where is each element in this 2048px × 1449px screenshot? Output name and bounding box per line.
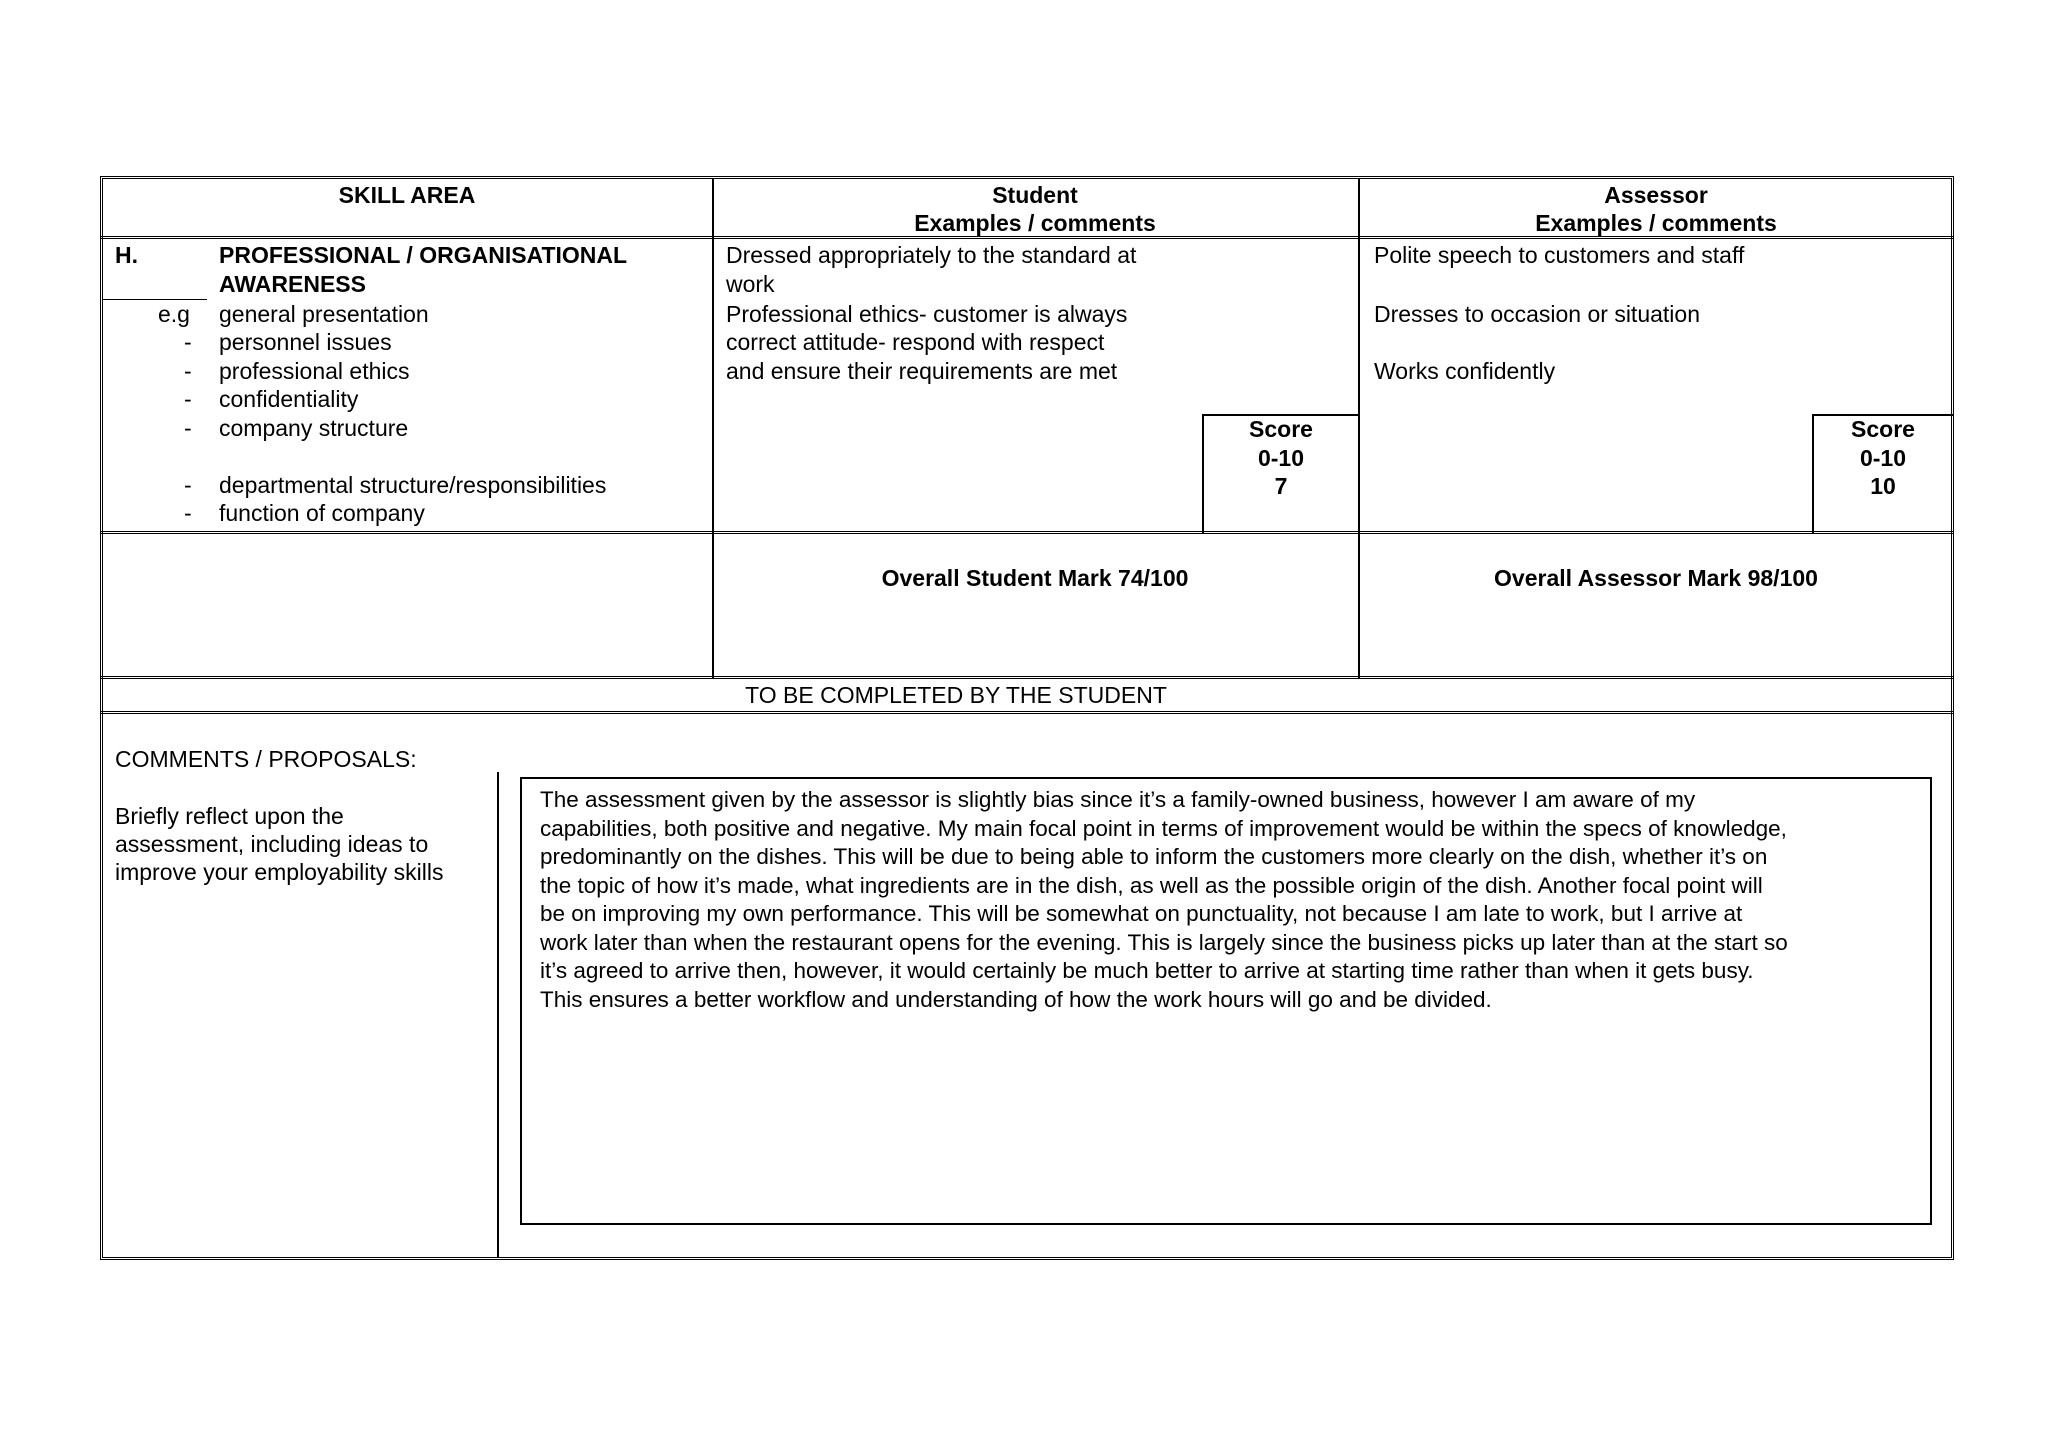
skill-item-marker: -	[184, 472, 192, 498]
skill-item: departmental structure/responsibilities	[219, 472, 607, 498]
reflection-prompt-line: improve your employability skills	[115, 859, 444, 885]
reflection-line: the topic of how it’s made, what ingredients are in the dish, as well as the possible origin of the dish. Another focal point will	[540, 872, 1763, 898]
skill-item: function of company	[219, 500, 425, 526]
skill-item-marker: -	[184, 358, 192, 384]
section-letter-underline	[102, 299, 207, 300]
student-comment-line: work	[726, 271, 775, 297]
reflection-prompt-line: assessment, including ideas to	[115, 831, 429, 857]
reflection-text	[540, 786, 1920, 1014]
student-heading: Student	[992, 182, 1078, 208]
reflection-line: The assessment given by the assessor is slightly bias since it’s a family-owned business, however I am aware of my	[540, 787, 1696, 812]
overall-student-mark: Overall Student Mark 74/100	[881, 565, 1189, 591]
skill-item-marker: -	[184, 329, 192, 355]
student-comment-line: correct attitude- respond with respect	[726, 329, 1105, 355]
banner-divider	[100, 711, 1954, 714]
student-score-label: Score	[1249, 416, 1313, 442]
student-subheading: Examples / comments	[914, 210, 1156, 236]
skill-item: general presentation	[219, 301, 429, 327]
skill-item-marker: -	[184, 415, 192, 441]
reflection-prompt-line: Briefly reflect upon the	[115, 803, 344, 829]
student-section-banner: TO BE COMPLETED BY THE STUDENT	[745, 682, 1167, 708]
section-letter: H.	[115, 242, 138, 268]
reflection-line: predominantly on the dishes. This will be due to being able to inform the customers more clearly on the dish, whether it’s on	[540, 844, 1768, 869]
student-comment-line: and ensure their requirements are met	[726, 358, 1118, 384]
student-score-range: 0-10	[1257, 445, 1305, 471]
assessor-heading: Assessor	[1604, 182, 1708, 208]
assessor-score-value: 10	[1870, 473, 1896, 499]
reflection-line: work later than when the restaurant opens for the evening. This is largely since the business picks up later than at the start so	[540, 929, 1788, 955]
comments-column-divider	[497, 772, 499, 1258]
skill-item: professional ethics	[219, 358, 410, 384]
student-comment-line: Dressed appropriately to the standard at	[726, 242, 1137, 268]
section-title-line1: PROFESSIONAL / ORGANISATIONAL	[219, 242, 628, 268]
assessor-subheading: Examples / comments	[1535, 210, 1777, 236]
skill-area-heading: SKILL AREA	[338, 182, 476, 208]
skill-item: confidentiality	[219, 386, 359, 412]
reflection-line: capabilities, both positive and negative. My main focal point in terms of improvement would be within the specs of knowledge,	[540, 815, 1787, 841]
assessor-comment-line: Works confidently	[1374, 358, 1556, 384]
skill-item-marker: -	[184, 500, 192, 526]
student-comment-line: Professional ethics- customer is always	[726, 301, 1128, 327]
overall-divider	[100, 676, 1954, 679]
column-divider-student	[712, 178, 714, 678]
row-divider	[100, 531, 1954, 534]
assessor-score-range: 0-10	[1859, 445, 1907, 471]
assessor-comment-line: Dresses to occasion or situation	[1374, 301, 1700, 327]
overall-assessor-mark: Overall Assessor Mark 98/100	[1494, 565, 1818, 591]
skill-item-marker: -	[184, 386, 192, 412]
section-title-line2: AWARENESS	[219, 271, 366, 297]
reflection-line: This ensures a better workflow and understanding of how the work hours will go and be divided.	[540, 986, 1492, 1012]
student-score-value: 7	[1274, 473, 1288, 499]
skill-item: company structure	[219, 415, 409, 441]
assessor-comment-line: Polite speech to customers and staff	[1374, 242, 1745, 268]
comments-label: COMMENTS / PROPOSALS:	[115, 746, 417, 772]
reflection-line: it’s agreed to arrive then, however, it would certainly be much better to arrive at starting time rather than when it gets busy.	[540, 958, 1754, 983]
eg-label: e.g	[158, 301, 190, 327]
skill-item: personnel issues	[219, 329, 392, 355]
reflection-line: be on improving my own performance. This will be somewhat on punctuality, not because I am late to work, but I arrive at	[540, 901, 1743, 926]
assessor-score-label: Score	[1851, 416, 1915, 442]
